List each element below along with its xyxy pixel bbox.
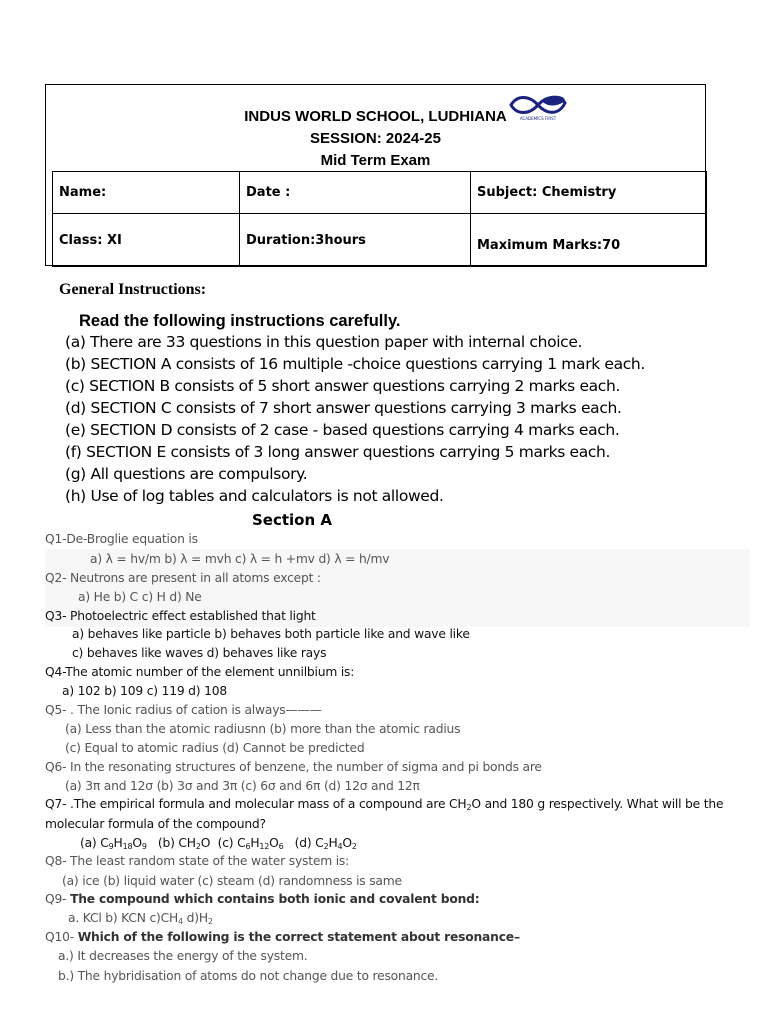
exam-title: Mid Term Exam [320,152,431,169]
question-1-options: a) λ = hv/m b) λ = mvh c) λ = h +mv d) λ = h/mv [90,552,390,566]
question-7 [45,797,723,812]
question-6: Q6- In the resonating structures of benzene, the number of sigma and pi bonds are [45,760,542,774]
question-2: Q2- Neutrons are present in all atoms except : [45,571,321,585]
question-4: Q4-The atomic number of the element unnilbium is: [45,665,355,679]
question-9-text: The compound which contains both ionic and covalent bond: [70,892,480,906]
instruction-item: (b) SECTION A consists of 16 multiple -choice questions carrying 1 mark each. [65,355,645,373]
instruction-item: (f) SECTION E consists of 3 long answer questions carrying 5 marks each. [65,443,611,461]
question-number: Q10- [45,930,78,944]
instruction-item: (d) SECTION C consists of 7 short answer questions carrying 3 marks each. [65,399,622,417]
question-9-options [68,911,213,926]
question-5: Q5- . The Ionic radius of cation is always——— [45,703,322,717]
question-10-option: b.) The hybridisation of atoms do not change due to resonance. [58,969,439,983]
question-3-options: a) behaves like particle b) behaves both particle like and wave like [72,627,470,641]
school-logo [507,91,569,121]
question-9 [45,892,479,906]
question-6-options: (a) 3π and 12σ (b) 3σ and 3π (c) 6σ and 6π (d) 12σ and 12π [65,779,420,793]
instructions-subheading: Read the following instructions carefully. [79,312,401,330]
question-number: Q9- [45,892,71,906]
question-4-options: a) 102 b) 109 c) 119 d) 108 [62,684,227,698]
class-cell: Class: XI [53,214,240,267]
date-cell: Date : [240,172,471,214]
question-2-options: a) He b) C c) H d) Ne [78,590,202,604]
question-10-text: Which of the following is the correct statement about resonance– [77,930,520,944]
subject-cell: Subject: Chemistry [471,172,707,214]
question-8-options: (a) ice (b) liquid water (c) steam (d) randomness is same [62,874,402,888]
question-3: Q3- Photoelectric effect established that light [45,609,316,623]
section-title: Section A [252,511,332,529]
school-name: INDUS WORLD SCHOOL, LUDHIANA [244,108,507,125]
instruction-item: (e) SECTION D consists of 2 case - based questions carrying 4 marks each. [65,421,620,439]
question-5-options: (a) Less than the atomic radiusnn (b) more than the atomic radius [65,722,461,736]
question-3-options: c) behaves like waves d) behaves like rays [72,646,327,660]
question-7-text: Q7- .The empirical formula and molecular mass of a compound are CH [45,797,467,811]
subscript: 4 [178,917,183,926]
max-marks-cell: Maximum Marks:70 [471,214,707,267]
instruction-item: (h) Use of log tables and calculators is not allowed. [65,487,444,505]
options-text: a. KCl b) KCN c)CH [68,911,179,925]
instruction-item: (c) SECTION B consists of 5 short answer questions carrying 2 marks each. [65,377,621,395]
question-5-options: (c) Equal to atomic radius (d) Cannot be predicted [65,741,365,755]
subscript: 2 [207,917,213,926]
question-10 [45,930,520,944]
subscript: 2 [466,803,472,812]
duration-cell: Duration:3hours [240,214,471,267]
question-1: Q1-De-Broglie equation is [45,532,198,546]
question-10-option: a.) It decreases the energy of the system. [58,949,308,963]
options-text: d)H [182,911,208,925]
question-7-text: O and 180 g respectively. What will be the [471,797,724,811]
student-info-table [52,171,707,267]
question-7-options: (a) $C_9H_{18}O_9$ (b) $CH_2O$ (c) $C_6H_{12}O_6$ (d) $C_2H_4O_2$ [80,836,357,851]
session: SESSION: 2024-25 [310,130,441,147]
instruction-item: (g) All questions are compulsory. [65,465,308,483]
name-cell: Name: [53,172,240,214]
instruction-item: (a) There are 33 questions in this question paper with internal choice. [65,333,583,351]
svg-text:ACADEMICS FIRST: ACADEMICS FIRST [519,116,557,121]
question-8: Q8- The least random state of the water system is: [45,854,350,868]
general-instructions-heading: General Instructions: [59,281,207,298]
question-7-line2: molecular formula of the compound? [45,817,266,831]
